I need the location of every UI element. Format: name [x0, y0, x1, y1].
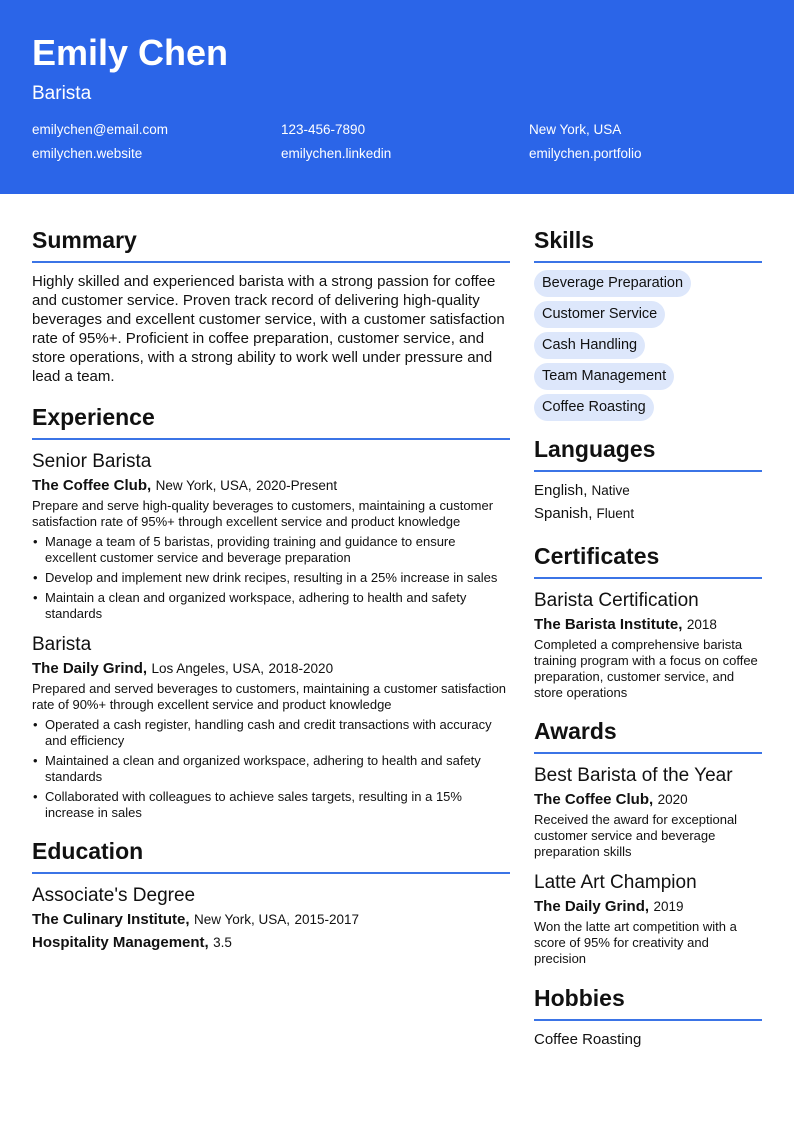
education-entry	[32, 885, 510, 953]
job-location: Los Angeles, USA,	[151, 661, 265, 676]
job-meta	[32, 476, 510, 496]
certificates-heading: Certificates	[534, 542, 762, 579]
job-bullet: • Operated a cash register, handling cash and credit transactions with accuracy and efficiency	[32, 717, 510, 749]
job-description: Prepared and served beverages to customers, maintaining a customer satisfaction rate of 90%+ through excellent service and product knowledge	[32, 681, 507, 712]
languages-heading: Languages	[534, 435, 762, 472]
contact-linkedin[interactable]: emilychen.linkedin	[281, 146, 392, 161]
certificate-meta	[534, 615, 762, 635]
language-name: English,	[534, 482, 588, 499]
language-item	[534, 479, 762, 502]
education-dates: 2015-2017	[294, 912, 360, 927]
language-name: Spanish,	[534, 505, 593, 522]
job-description: Prepare and serve high-quality beverages to customers, maintaining a customer satisfaction rate of 95%+ through excellent service and product knowledge	[32, 498, 494, 529]
award-meta	[534, 897, 762, 917]
gpa-value: 3.5	[213, 935, 232, 950]
skills-list	[534, 270, 762, 425]
main-column	[32, 226, 510, 953]
contact-location: New York, USA	[529, 122, 622, 137]
award-year: 2019	[653, 899, 684, 914]
certificate-title: Barista Certification	[534, 590, 699, 611]
awards-heading: Awards	[534, 717, 762, 754]
summary-text: Highly skilled and experienced barista with a strong passion for coffee and customer service. Proven track record of delivering high-quality beverages and excellent customer service, with a customer satisfaction rate of 95%+. Proficient in coffee preparation, customer service, and store operations, with a strong ability to work well under pressure and lead a team.	[32, 273, 505, 385]
job-dates: 2018-2020	[268, 661, 334, 676]
award-description: Received the award for exceptional customer service and beverage preparation skills	[534, 812, 738, 859]
job-bullets	[32, 534, 510, 622]
job-meta	[32, 659, 510, 679]
job-bullets	[32, 717, 510, 821]
job-title: Senior Barista	[32, 451, 152, 472]
hobbies-heading: Hobbies	[534, 984, 762, 1021]
certificate-issuer: The Barista Institute,	[534, 616, 683, 633]
languages-list	[534, 479, 762, 525]
skills-heading: Skills	[534, 226, 762, 263]
certificate-year: 2018	[686, 617, 717, 632]
skill-chip: Cash Handling	[534, 332, 645, 359]
job-dates: 2020-Present	[256, 478, 338, 493]
job-company: The Coffee Club,	[32, 477, 152, 494]
experience-heading: Experience	[32, 403, 510, 440]
job-company: The Daily Grind,	[32, 660, 148, 677]
contact-email[interactable]: emilychen@email.com	[32, 122, 168, 137]
school-name: The Culinary Institute,	[32, 911, 190, 928]
award-title: Best Barista of the Year	[534, 765, 733, 786]
job-bullet: • Manage a team of 5 baristas, providing training and guidance to ensure excellent customer service and beverage preparation	[32, 534, 510, 566]
job-entry	[32, 634, 510, 821]
language-level: Fluent	[596, 506, 635, 521]
job-title: Barista	[32, 634, 92, 655]
hobby-item: Coffee Roasting	[534, 1031, 642, 1048]
award-issuer: The Daily Grind,	[534, 898, 650, 915]
school-location: New York, USA,	[193, 912, 291, 927]
job-bullet: • Develop and implement new drink recipes, resulting in a 25% increase in sales	[32, 570, 510, 586]
education-meta	[32, 910, 510, 930]
skill-chip: Coffee Roasting	[534, 394, 654, 421]
summary-heading: Summary	[32, 226, 510, 263]
field-of-study: Hospitality Management,	[32, 934, 209, 951]
education-field-row	[32, 933, 510, 953]
award-meta	[534, 790, 762, 810]
resume-header	[0, 0, 794, 194]
award-issuer: The Coffee Club,	[534, 791, 654, 808]
award-description: Won the latte art competition with a score of 95% for creativity and precision	[534, 919, 737, 966]
job-location: New York, USA,	[155, 478, 252, 493]
job-bullet: • Collaborated with colleagues to achieve sales targets, resulting in a 15% increase in sales	[32, 789, 510, 821]
job-bullet: • Maintain a clean and organized workspace, adhering to health and safety standards	[32, 590, 510, 622]
education-heading: Education	[32, 837, 510, 874]
skill-chip: Team Management	[534, 363, 674, 390]
job-bullet: • Maintained a clean and organized workspace, adhering to health and safety standards	[32, 753, 510, 785]
degree-title: Associate's Degree	[32, 885, 196, 906]
skill-chip: Customer Service	[534, 301, 665, 328]
sidebar-column	[534, 226, 762, 1049]
candidate-role: Barista	[32, 83, 92, 104]
contact-portfolio[interactable]: emilychen.portfolio	[529, 146, 642, 161]
skill-chip: Beverage Preparation	[534, 270, 691, 297]
award-title: Latte Art Champion	[534, 872, 697, 893]
contact-phone[interactable]: 123-456-7890	[281, 122, 366, 137]
candidate-name: Emily Chen	[32, 32, 229, 73]
language-item	[534, 502, 762, 525]
contact-website[interactable]: emilychen.website	[32, 146, 143, 161]
job-entry	[32, 451, 510, 622]
award-year: 2020	[657, 792, 688, 807]
language-level: Native	[591, 483, 630, 498]
certificate-description: Completed a comprehensive barista training program with a focus on coffee preparation, customer service, and store operations	[534, 637, 758, 700]
